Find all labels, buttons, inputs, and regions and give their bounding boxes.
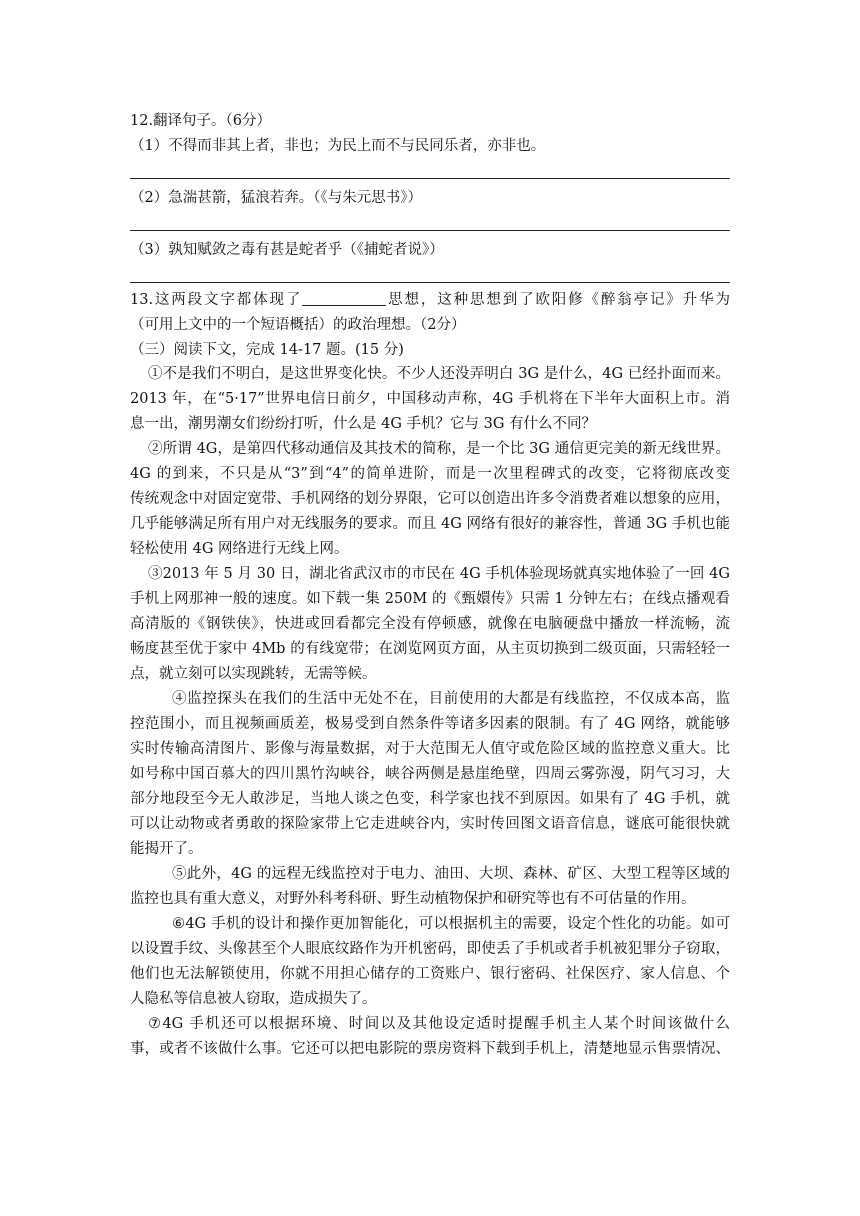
body-line: 2013 年，在“5·17”世界电信日前夕，中国移动声称，4G 手机将在下半年大面积上市。消	[130, 391, 730, 407]
question-13-line-1	[130, 290, 730, 310]
question-12-title: 12.翻译句子。（6分）	[130, 113, 272, 129]
question-13-line-2: （可用上文中的一个短语概括）的政治理想。（2分）	[130, 317, 466, 333]
body-line: 事，或者不该做什么事。它还可以把电影院的票房资料下载到手机上，清楚地显示售票情况、	[130, 1041, 730, 1057]
body-line: 以设置手纹、头像甚至个人眼底纹路作为开机密码，即使丢了手机或者手机被犯罪分子窃取，	[130, 941, 730, 957]
body-line: 如号称中国百慕大的四川黑竹沟峡谷，峡谷两侧是悬崖绝壁，四周云雾弥漫，阴气习习，大	[130, 766, 730, 782]
body-line: ⑥4G 手机的设计和操作更加智能化，可以根据机主的需要，设定个性化的功能。如可	[172, 916, 730, 932]
question-13-text-after: 思想，这种思想到了欧阳修《醉翁亭记》升华为	[386, 292, 730, 308]
question-12-item-1: （1）不得而非其上者，非也；为民上而不与民同乐者，亦非也。	[130, 138, 546, 154]
body-line: 能揭开了。	[130, 841, 203, 857]
body-line: ②所谓 4G，是第四代移动通信及其技术的简称，是一个比 3G 通信更完美的新无线世界。	[148, 441, 730, 457]
body-line: 轻松使用 4G 网络进行无线上网。	[130, 541, 349, 557]
answer-line	[130, 282, 730, 283]
answer-line	[130, 230, 730, 231]
body-line: ③2013 年 5 月 30 日，湖北省武汉市的市民在 4G 手机体验现场就真实地体验了一回 4G	[148, 566, 730, 582]
body-line: 部分地段至今无人敢涉足，当地人谈之色变，科学家也找不到原因。如果有了 4G 手机，就	[130, 791, 730, 807]
body-line: 可以让动物或者勇敢的探险家带上它走进峡谷内，实时传回图文语音信息，谜底可能很快就	[130, 816, 730, 832]
question-12-item-3: （3）孰知赋敛之毒有甚是蛇者乎（《捕蛇者说》）	[130, 242, 444, 258]
answer-line	[130, 178, 730, 179]
body-line: 实时传输高清图片、影像与海量数据，对于大范围无人值守或危险区域的监控意义重大。比	[130, 741, 730, 757]
body-line: 4G 的到来，不只是从“3”到“4”的简单进阶，而是一次里程碑式的改变，它将彻底改变	[130, 466, 730, 482]
section-3-heading: （三）阅读下文，完成 14-17 题。(15 分)	[130, 342, 404, 358]
body-line: ①不是我们不明白，是这世界变化快。不少人还没弄明白 3G 是什么，4G 已经扑面而来。	[148, 366, 730, 382]
body-line: 传统观念中对固定宽带、手机网络的划分界限，它可以创造出许多令消费者难以想象的应用，	[130, 491, 730, 507]
body-line: 他们也无法解锁使用，你就不用担心储存的工资账户、银行密码、社保医疗、家人信息、个	[130, 966, 730, 982]
body-line: 息一出，潮男潮女们纷纷打听，什么是 4G 手机？它与 3G 有什么不同？	[130, 416, 597, 432]
body-line: 手机上网那神一般的速度。如下载一集 250M 的《甄嬛传》只需 1 分钟左右；在线点播观看	[130, 591, 730, 607]
body-line: 点，就立刻可以实现跳转，无需等候。	[130, 666, 377, 682]
body-line: 畅度甚至优于家中 4Mb 的有线宽带；在浏览网页方面，从主页切换到二级页面，只需轻轻一	[130, 641, 730, 657]
body-line: 高清版的《钢铁侠》，快进或回看都完全没有停顿感，就像在电脑硬盘中播放一样流畅，流	[130, 616, 730, 632]
question-12-item-2: （2）急湍甚箭，猛浪若奔。（《与朱元思书》）	[130, 190, 422, 206]
body-line: ④监控探头在我们的生活中无处不在，目前使用的大都是有线监控，不仅成本高，监	[172, 691, 730, 707]
question-13-text-before: 13.这两段文字都体现了	[130, 292, 303, 308]
fill-in-blank	[302, 291, 386, 306]
body-line: 几乎能够满足所有用户对无线服务的要求。而且 4G 网络有很好的兼容性，普通 3G 手机也能	[130, 516, 730, 532]
body-line: 人隐私等信息被人窃取，造成损失了。	[130, 991, 377, 1007]
body-line: 控范围小，而且视频画质差，极易受到自然条件等诸多因素的限制。有了 4G 网络，就能够	[130, 716, 730, 732]
body-line: 监控也具有重大意义，对野外科考科研、野生动植物保护和研究等也有不可估量的作用。	[130, 891, 696, 907]
body-line: ⑤此外，4G 的远程无线监控对于电力、油田、大坝、森林、矿区、大型工程等区域的	[172, 866, 730, 882]
body-line: ⑦4G 手机还可以根据环境、时间以及其他设定适时提醒手机主人某个时间该做什么	[148, 1016, 730, 1032]
